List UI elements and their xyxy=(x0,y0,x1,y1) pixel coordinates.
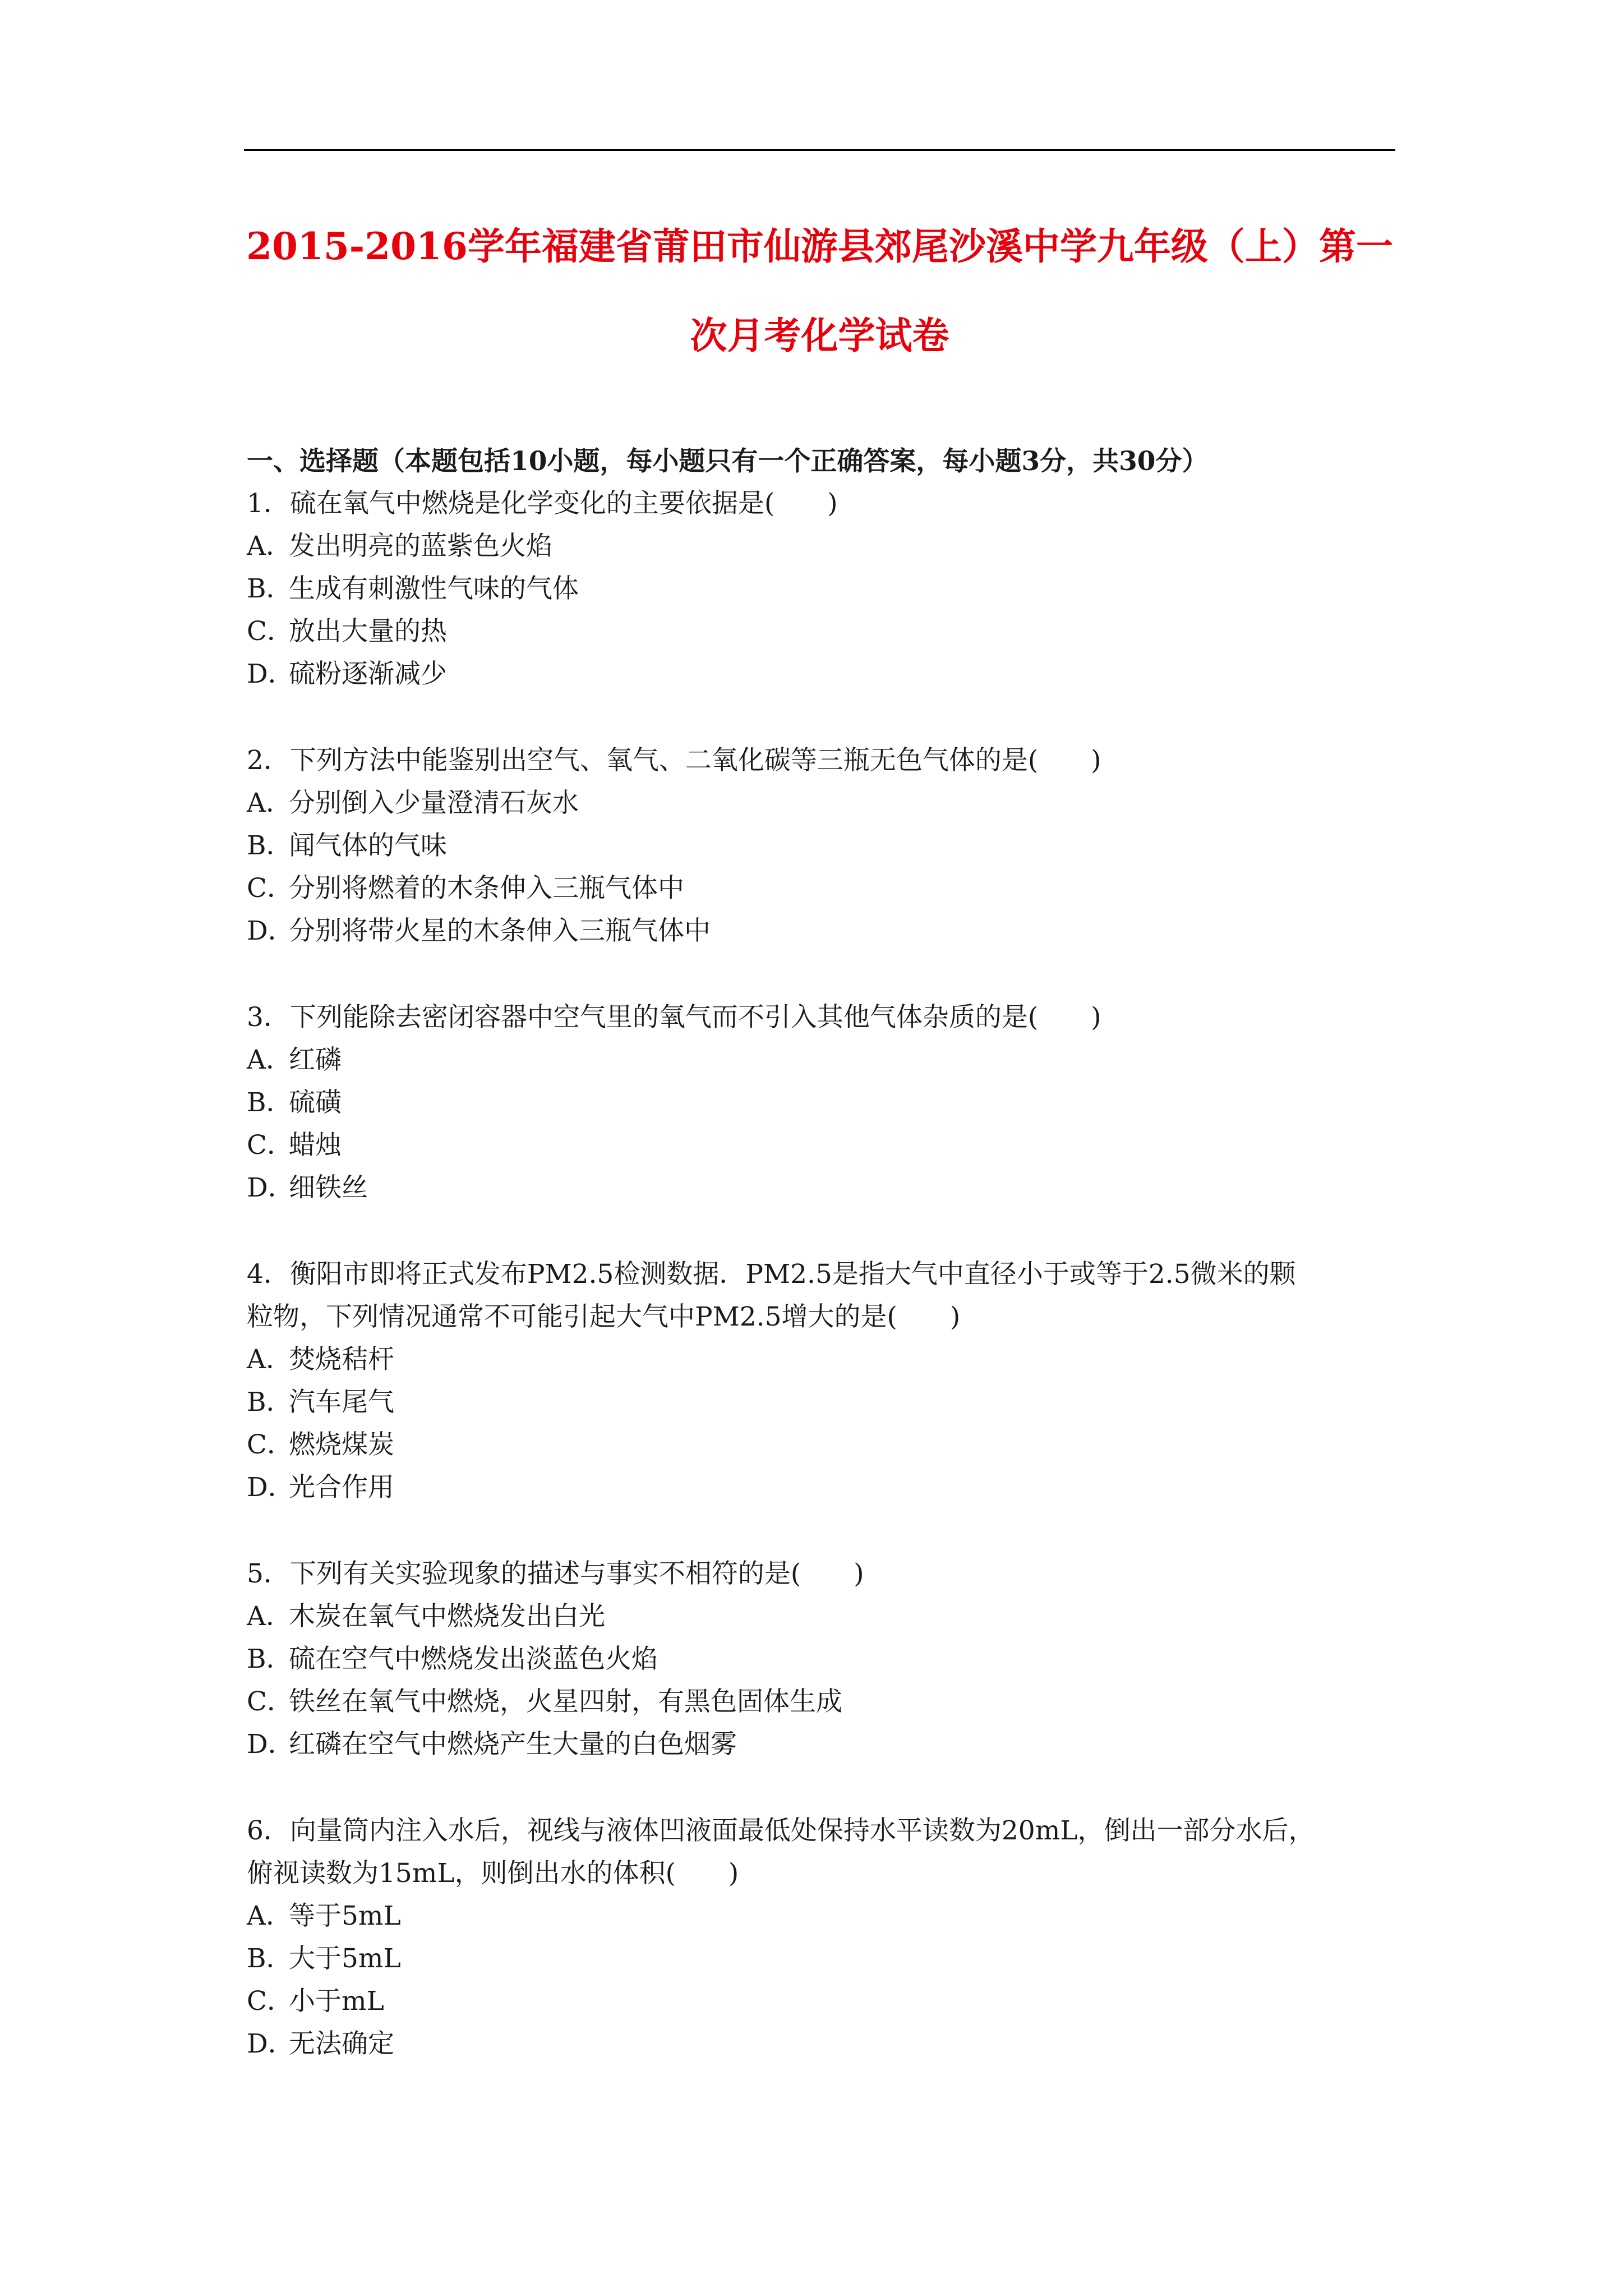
question-6-stem-line-2: 俯视读数为15mL，则倒出水的体积( ) xyxy=(247,1858,739,1889)
option-text: 燃烧煤炭 xyxy=(289,1429,394,1460)
option-letter: B． xyxy=(247,1943,293,1974)
option-letter: D． xyxy=(247,2028,294,2059)
option-text: 放出大量的热 xyxy=(289,616,447,647)
option-letter: A． xyxy=(247,788,292,818)
question-1-option-a xyxy=(247,530,552,563)
option-letter: A． xyxy=(247,1344,292,1375)
option-letter: B． xyxy=(247,573,293,604)
question-1-stem: 1．硫在氧气中燃烧是化学变化的主要依据是( ) xyxy=(247,488,838,519)
question-4-option-a xyxy=(247,1343,394,1377)
exam-title-line-1: 2015-2016学年福建省莆田市仙游县郊尾沙溪中学九年级（上）第一 xyxy=(246,224,1393,268)
option-text: 等于5mL xyxy=(289,1901,401,1931)
question-2-stem: 2．下列方法中能鉴别出空气、氧气、二氧化碳等三瓶无色气体的是( ) xyxy=(247,745,1101,776)
option-letter: A． xyxy=(247,1601,292,1632)
option-text: 红磷 xyxy=(289,1045,342,1075)
option-letter: B． xyxy=(247,830,293,861)
question-3-option-c xyxy=(247,1129,342,1162)
option-letter: C． xyxy=(247,1429,293,1460)
option-text: 分别将燃着的木条伸入三瓶气体中 xyxy=(289,873,684,904)
option-letter: D． xyxy=(247,1172,294,1203)
option-text: 生成有刺激性气味的气体 xyxy=(289,573,579,604)
exam-title-line-2: 次月考化学试卷 xyxy=(690,314,949,357)
question-5-option-a xyxy=(247,1600,605,1634)
question-4-stem-line-2: 粒物，下列情况通常不可能引起大气中PM2.5增大的是( ) xyxy=(247,1301,961,1332)
option-letter: A． xyxy=(247,1901,292,1931)
option-text: 细铁丝 xyxy=(289,1172,368,1203)
question-4-option-d xyxy=(247,1471,394,1504)
option-text: 大于5mL xyxy=(289,1943,401,1974)
option-text: 分别将带火星的木条伸入三瓶气体中 xyxy=(289,915,711,946)
option-letter: B． xyxy=(247,1087,293,1118)
question-4-stem-line-1: 4．衡阳市即将正式发布PM2.5检测数据．PM2.5是指大气中直径小于或等于2.5微米的颗 xyxy=(247,1259,1296,1290)
question-2-option-b xyxy=(247,829,447,863)
section-header: 一、选择题（本题包括10小题，每小题只有一个正确答案，每小题3分，共30分） xyxy=(247,446,1209,477)
option-letter: C． xyxy=(247,1986,293,2017)
option-letter: B． xyxy=(247,1387,293,1418)
option-letter: B． xyxy=(247,1644,293,1674)
question-5-option-d xyxy=(247,1728,737,1761)
option-text: 闻气体的气味 xyxy=(289,830,447,861)
header-rule xyxy=(244,149,1395,151)
question-5-stem: 5．下列有关实验现象的描述与事实不相符的是( ) xyxy=(247,1558,864,1589)
option-text: 木炭在氧气中燃烧发出白光 xyxy=(289,1601,605,1632)
option-text: 硫在空气中燃烧发出淡蓝色火焰 xyxy=(289,1644,658,1674)
question-4-option-b xyxy=(247,1386,394,1419)
question-1-option-d xyxy=(247,657,447,691)
question-6-option-b xyxy=(247,1942,401,1976)
question-3-option-d xyxy=(247,1171,368,1205)
option-text: 汽车尾气 xyxy=(289,1387,394,1418)
question-1-option-b xyxy=(247,572,579,606)
option-text: 无法确定 xyxy=(289,2028,394,2059)
option-text: 焚烧秸杆 xyxy=(289,1344,394,1375)
option-letter: C． xyxy=(247,1130,293,1161)
question-4-option-c xyxy=(247,1428,394,1462)
option-text: 光合作用 xyxy=(289,1472,394,1503)
question-2-option-c xyxy=(247,872,684,905)
option-letter: A． xyxy=(247,531,292,562)
option-letter: A． xyxy=(247,1045,292,1075)
question-6-stem-line-1: 6．向量筒内注入水后，视线与液体凹液面最低处保持水平读数为20mL，倒出一部分水后， xyxy=(247,1815,1315,1846)
question-6-option-a xyxy=(247,1899,401,1933)
question-6-option-c xyxy=(247,1985,384,2018)
question-2-option-a xyxy=(247,786,579,820)
option-text: 小于mL xyxy=(289,1986,384,2017)
question-5-option-c xyxy=(247,1685,842,1719)
question-3-stem: 3．下列能除去密闭容器中空气里的氧气而不引入其他气体杂质的是( ) xyxy=(247,1002,1101,1033)
option-text: 发出明亮的蓝紫色火焰 xyxy=(289,531,552,562)
option-letter: D． xyxy=(247,1472,294,1503)
option-letter: C． xyxy=(247,1686,293,1717)
question-6-option-d xyxy=(247,2027,394,2061)
option-text: 硫磺 xyxy=(289,1087,342,1118)
question-3-option-a xyxy=(247,1043,342,1077)
option-text: 蜡烛 xyxy=(289,1130,342,1161)
question-5-option-b xyxy=(247,1642,658,1676)
option-letter: C． xyxy=(247,616,293,647)
option-letter: D． xyxy=(247,1729,294,1760)
question-1-option-c xyxy=(247,615,447,648)
option-letter: C． xyxy=(247,873,293,904)
option-text: 红磷在空气中燃烧产生大量的白色烟雾 xyxy=(289,1729,737,1760)
option-letter: D． xyxy=(247,915,294,946)
question-2-option-d xyxy=(247,914,711,948)
option-text: 分别倒入少量澄清石灰水 xyxy=(289,788,579,818)
option-text: 铁丝在氧气中燃烧，火星四射，有黑色固体生成 xyxy=(289,1686,842,1717)
option-text: 硫粉逐渐减少 xyxy=(289,659,447,689)
question-3-option-b xyxy=(247,1086,342,1120)
option-letter: D． xyxy=(247,659,294,689)
